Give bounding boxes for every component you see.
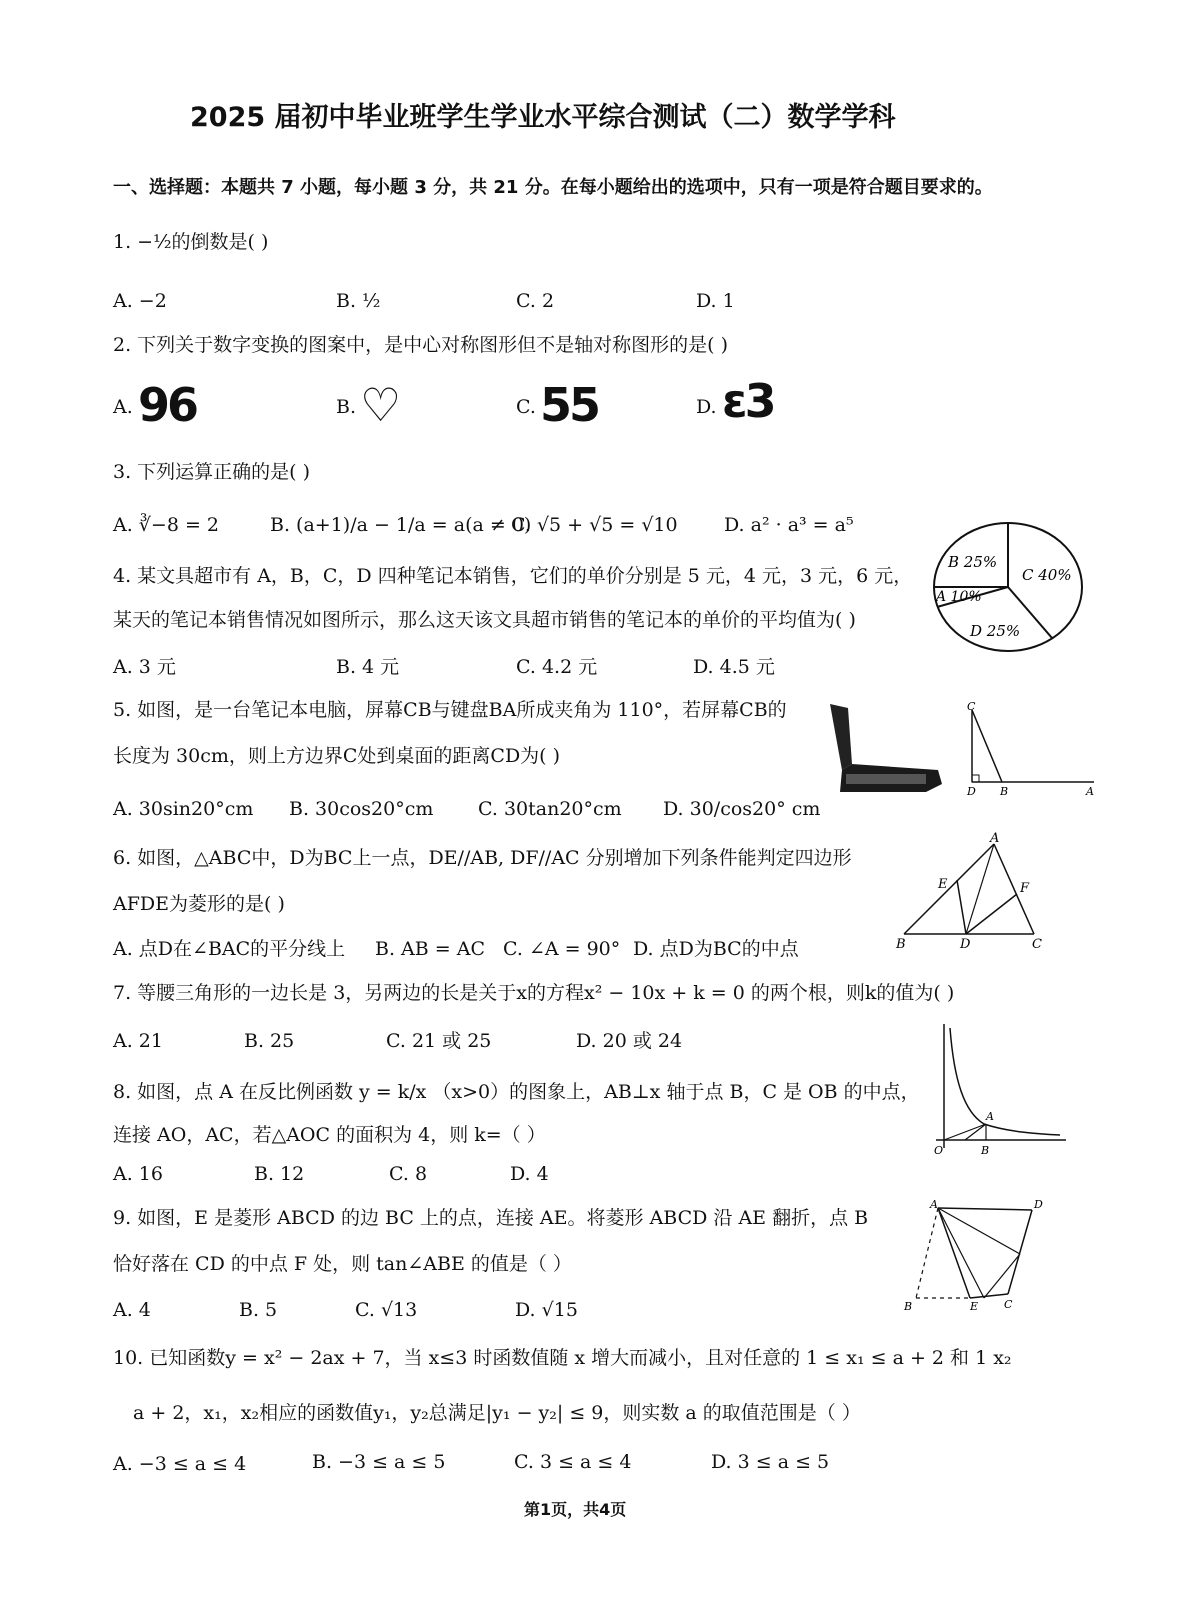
page-title: 2025 届初中毕业班学生学业水平综合测试（二）数学学科 [190, 102, 896, 133]
q8-option-d: D. 4 [510, 1163, 549, 1185]
q5-geometry-figure [962, 700, 1102, 800]
q2-figure-c: 55 [540, 378, 599, 432]
q8-label-a: A [986, 1110, 994, 1123]
page-footer: 第1页，共4页 [524, 1500, 627, 1519]
q2-figure-d: ε3 [722, 374, 774, 428]
q8-label-o: O [934, 1144, 944, 1157]
q6-label-c: C [1032, 937, 1042, 952]
q2-option-c: C. [516, 396, 536, 418]
q2-option-d: D. [696, 396, 717, 418]
q9-option-d: D. √15 [515, 1299, 578, 1321]
q5-option-b: B. 30cos20°cm [289, 798, 434, 820]
pie-label-d: D 25% [970, 622, 1021, 640]
question-5-line-2: 长度为 30cm，则上方边界C处到桌面的距离CD为( ) [113, 745, 561, 767]
q6-label-b: B [896, 937, 906, 952]
question-9-line-2: 恰好落在 CD 的中点 F 处，则 tan∠ABE 的值是（ ） [113, 1253, 572, 1275]
q9-label-c: C [1004, 1298, 1013, 1311]
laptop-picture [826, 700, 946, 800]
q6-label-f: F [1020, 881, 1030, 896]
q3-option-b: B. (a+1)/a − 1/a = a(a ≠ 0) [270, 514, 532, 536]
q6-option-b: B. AB = AC [375, 938, 485, 960]
q5-label-d: D [967, 785, 976, 798]
q4-option-a: A. 3 元 [113, 656, 176, 678]
question-8-line-2: 连接 AO，AC，若△AOC 的面积为 4，则 k=（ ） [113, 1124, 546, 1146]
q2-option-a: A. [113, 396, 133, 418]
q2-figure-b: ♡ [360, 378, 399, 432]
q8-option-c: C. 8 [389, 1163, 428, 1185]
question-9-line-1: 9. 如图，E 是菱形 ABCD 的边 BC 上的点，连接 AE。将菱形 ABCD 沿 AE 翻折，点 B [113, 1207, 869, 1229]
pie-label-c: C 40% [1022, 566, 1072, 584]
q8-option-a: A. 16 [113, 1163, 163, 1185]
q9-option-c: C. √13 [355, 1299, 418, 1321]
q3-option-c: C. √5 + √5 = √10 [511, 514, 678, 536]
q9-option-b: B. 5 [239, 1299, 278, 1321]
q9-rhombus-figure [898, 1198, 1048, 1318]
q7-option-d: D. 20 或 24 [576, 1030, 683, 1052]
q7-option-c: C. 21 或 25 [386, 1030, 492, 1052]
q6-label-d: D [960, 937, 971, 952]
q2-option-b: B. [336, 396, 357, 418]
question-6-line-1: 6. 如图，△ABC中，D为BC上一点，DE//AB, DF//AC 分别增加下列条件能判定四边形 [113, 847, 852, 869]
q3-option-d: D. a² · a³ = a⁵ [724, 514, 854, 536]
q6-label-e: E [938, 877, 948, 892]
q1-option-a: A. −2 [113, 290, 167, 312]
question-3-stem: 3. 下列运算正确的是( ) [113, 461, 311, 483]
q10-option-d: D. 3 ≤ a ≤ 5 [711, 1451, 830, 1473]
pie-label-b: B 25% [948, 553, 998, 571]
q4-option-d: D. 4.5 元 [693, 656, 775, 678]
q1-option-c: C. 2 [516, 290, 555, 312]
question-2-stem: 2. 下列关于数字变换的图案中，是中心对称图形但不是轴对称图形的是( ) [113, 334, 729, 356]
q9-label-a: A [930, 1198, 938, 1211]
pie-chart [928, 517, 1088, 657]
question-4-line-2: 某天的笔记本销售情况如图所示，那么这天该文具超市销售的笔记本的单价的平均值为( ) [113, 609, 856, 631]
question-10-line-2: a + 2，x₁，x₂相应的函数值y₁，y₂总满足|y₁ − y₂| ≤ 9，则实数 a 的取值范围是（ ） [133, 1402, 861, 1424]
q5-option-d: D. 30/cos20° cm [663, 798, 821, 820]
q3-option-a: A. ∛−8 = 2 [113, 514, 220, 536]
q7-option-a: A. 21 [113, 1030, 163, 1052]
q6-triangle-figure [894, 830, 1064, 955]
question-4-line-1: 4. 某文具超市有 A，B，C，D 四种笔记本销售，它们的单价分别是 5 元，4 元，3 元，6 元， [113, 565, 913, 587]
question-6-line-2: AFDE为菱形的是( ) [113, 893, 285, 915]
q6-option-d: D. 点D为BC的中点 [633, 938, 799, 960]
pie-label-a: A 10% [936, 589, 982, 605]
question-5-line-1: 5. 如图，是一台笔记本电脑，屏幕CB与键盘BA所成夹角为 110°，若屏幕CB的 [113, 699, 787, 721]
question-7-stem: 7. 等腰三角形的一边长是 3，另两边的长是关于x的方程x² − 10x + k = 0 的两个根，则k的值为( ) [113, 982, 955, 1004]
q6-option-a: A. 点D在∠BAC的平分线上 [113, 938, 346, 960]
q4-option-c: C. 4.2 元 [516, 656, 598, 678]
section-heading: 一、选择题：本题共 7 小题，每小题 3 分，共 21 分。在每小题给出的选项中，只有一项是符合题目要求的。 [113, 177, 993, 198]
question-8-line-1: 8. 如图，点 A 在反比例函数 y = k/x （x>0）的图象上，AB⊥x 轴于点 B，C 是 OB 的中点， [113, 1081, 920, 1103]
q5-label-c: C [967, 700, 976, 713]
q5-label-a: A [1086, 785, 1094, 798]
q4-option-b: B. 4 元 [336, 656, 400, 678]
question-1-stem: 1. −½的倒数是( ) [113, 231, 269, 253]
q6-label-a: A [990, 831, 1000, 846]
q10-option-b: B. −3 ≤ a ≤ 5 [312, 1451, 446, 1473]
q1-option-d: D. 1 [696, 290, 735, 312]
q8-label-b: B [981, 1144, 990, 1157]
q8-function-graph [928, 1020, 1068, 1160]
q9-label-d: D [1034, 1198, 1043, 1211]
q9-label-e: E [970, 1300, 979, 1313]
q5-option-c: C. 30tan20°cm [478, 798, 622, 820]
q10-option-a: A. −3 ≤ a ≤ 4 [113, 1453, 247, 1475]
q1-option-b: B. ½ [336, 290, 381, 312]
q10-option-c: C. 3 ≤ a ≤ 4 [514, 1451, 632, 1473]
q7-option-b: B. 25 [244, 1030, 295, 1052]
q9-option-a: A. 4 [113, 1299, 151, 1321]
q2-figure-a: 96 [138, 378, 197, 432]
question-10-line-1: 10. 已知函数y = x² − 2ax + 7，当 x≤3 时函数值随 x 增大而减小，且对任意的 1 ≤ x₁ ≤ a + 2 和 1 x₂ [113, 1347, 1012, 1369]
q5-label-b: B [1000, 785, 1009, 798]
q6-option-c: C. ∠A = 90° [503, 938, 621, 960]
q8-option-b: B. 12 [254, 1163, 305, 1185]
q5-option-a: A. 30sin20°cm [113, 798, 254, 820]
q9-label-b: B [904, 1300, 913, 1313]
